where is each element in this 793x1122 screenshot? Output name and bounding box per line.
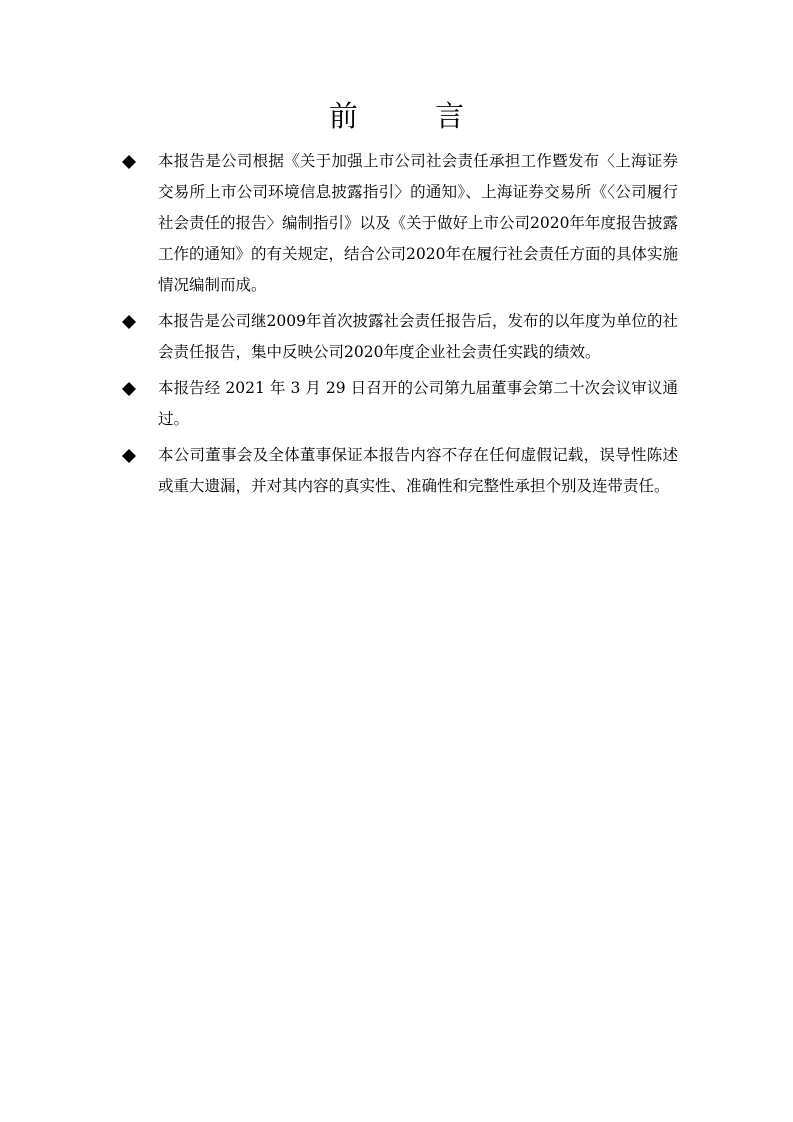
list-item: [118, 440, 678, 502]
diamond-bullet-icon: [120, 146, 138, 177]
list-item-text: 本报告是公司根据《关于加强上市公司社会责任承担工作暨发布〈上海证券交易所上市公司环境信息披露指引〉的通知》、上海证券交易所《〈公司履行社会责任的报告〉编制指引》以及《关于做好上市公司2020年年度报告披露工作的通知》的有关规定，结合公司2020年在履行社会责任方面的具体实施情况编制而成。: [158, 152, 678, 294]
list-item-text: 本报告是公司继2009年首次披露社会责任报告后，发布的以年度为单位的社会责任报告，集中反映公司2020年度企业社会责任实践的绩效。: [158, 312, 678, 361]
diamond-bullet-icon: [120, 373, 138, 404]
page-title: 前 言: [328, 99, 499, 133]
diamond-bullet-icon: [120, 440, 138, 471]
preface-list: [118, 146, 678, 507]
list-item: [118, 373, 678, 435]
list-item: [118, 306, 678, 368]
list-item-text: 本公司董事会及全体董事保证本报告内容不存在任何虚假记载，误导性陈述或重大遗漏，并对其内容的真实性、准确性和完整性承担个别及连带责任。: [158, 446, 678, 495]
list-item: [118, 146, 678, 301]
list-item-text: 本报告经 2021 年 3 月 29 日召开的公司第九届董事会第二十次会议审议通过。: [158, 379, 678, 428]
diamond-bullet-icon: [120, 306, 138, 337]
